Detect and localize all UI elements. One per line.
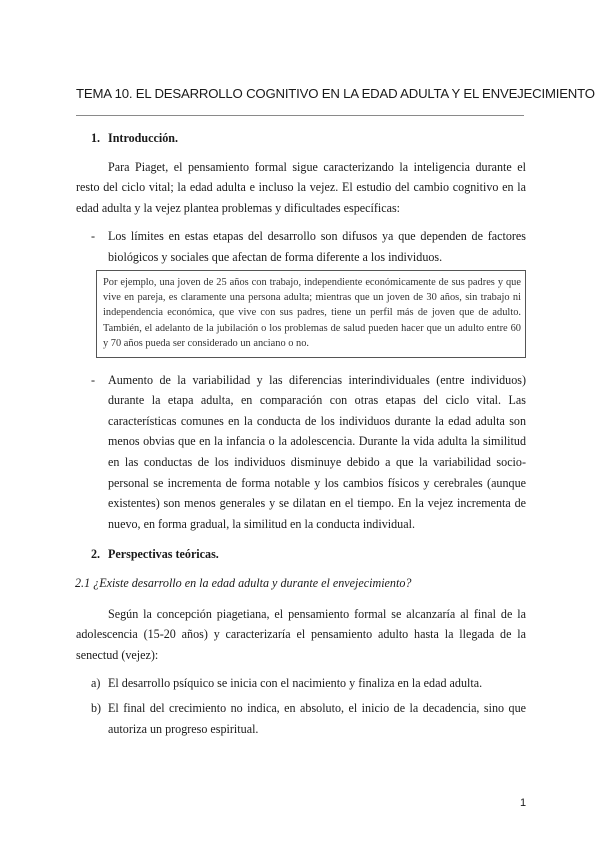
page-number: 1 xyxy=(520,797,527,809)
list-item xyxy=(91,673,526,694)
section-2-heading xyxy=(91,544,526,565)
example-box: Por ejemplo, una joven de 25 años con trabajo, independiente económicamente de sus padres y que vive en pareja, es claramente una persona adulta; mientras que un joven de 30 años, sin trabajo ni independencia económica, que vive con sus padres, tiene un perfil más de joven que de adulto. También, el adelanto de la jubilación o los problemas de salud pueden hacer que un adulto entre 60 y 70 años pueda ser considerado un anciano o no. xyxy=(96,270,526,358)
section-1-number: 1. xyxy=(91,131,101,145)
subsection-2-1-heading: 2.1 ¿Existe desarrollo en la edad adulta y durante el envejecimiento? xyxy=(75,575,412,590)
dash-marker: - xyxy=(91,229,96,244)
title-divider xyxy=(76,115,524,116)
section-2-title: Perspectivas teóricas. xyxy=(108,547,219,562)
letter-marker: a) xyxy=(91,676,101,691)
list-item xyxy=(91,698,526,739)
list-item xyxy=(91,226,526,267)
section-1-heading xyxy=(91,128,526,149)
list-item xyxy=(91,370,526,535)
intro-paragraph: Para Piaget, el pensamiento formal sigue caracterizando la inteligencia durante el resto del ciclo vital; la edad adulta e incluso la vejez. El estudio del cambio cognitivo en la edad adulta y la vejez plantea problemas y dificultades específicas: xyxy=(76,159,526,215)
list-item-text: El desarrollo psíquico se inicia con el nacimiento y finaliza en la edad adulta. xyxy=(108,676,483,691)
dash-marker: - xyxy=(91,372,96,387)
list-item-text: Aumento de la variabilidad y las diferencias interindividuales (entre individuos) durante la etapa adulta, en comparación con otras etapas del ciclo vital. Las características comunes en la conducta de los individuos durante la edad adulta son menos obvias que en la infancia o la adolescencia. Durante la vida adulta la similitud en las conductas de los individuos disminuye debido a que la variabilidad socio-personal se incrementa de forma notable y los cambios físicos y cerebrales (aunque existentes) son menos generales y se dilatan en el tiempo. En la vejez incrementa de nuevo, en forma gradual, la similitud en la conducta individual. xyxy=(108,372,526,531)
page-title: TEMA 10. EL DESARROLLO COGNITIVO EN LA EDAD ADULTA Y EL ENVEJECIMIENTO xyxy=(76,86,595,101)
letter-marker: b) xyxy=(91,700,102,715)
list-item-text: Los límites en estas etapas del desarrollo son difusos ya que dependen de factores biológicos y sociales que afectan de forma diferente a los individuos. xyxy=(108,229,526,264)
section-1-title: Introducción. xyxy=(108,131,178,145)
piaget-paragraph: Según la concepción piagetiana, el pensamiento formal se alcanzaría al final de la adolescencia (15-20 años) y caracterizaría el pensamiento adulto hasta la llegada de la senectud (vejez): xyxy=(76,606,526,662)
section-2-number: 2. xyxy=(91,547,101,562)
document-body xyxy=(76,128,526,743)
list-item-text: El final del crecimiento no indica, en absoluto, el inicio de la decadencia, sino que autoriza un progreso espiritual. xyxy=(108,700,526,736)
